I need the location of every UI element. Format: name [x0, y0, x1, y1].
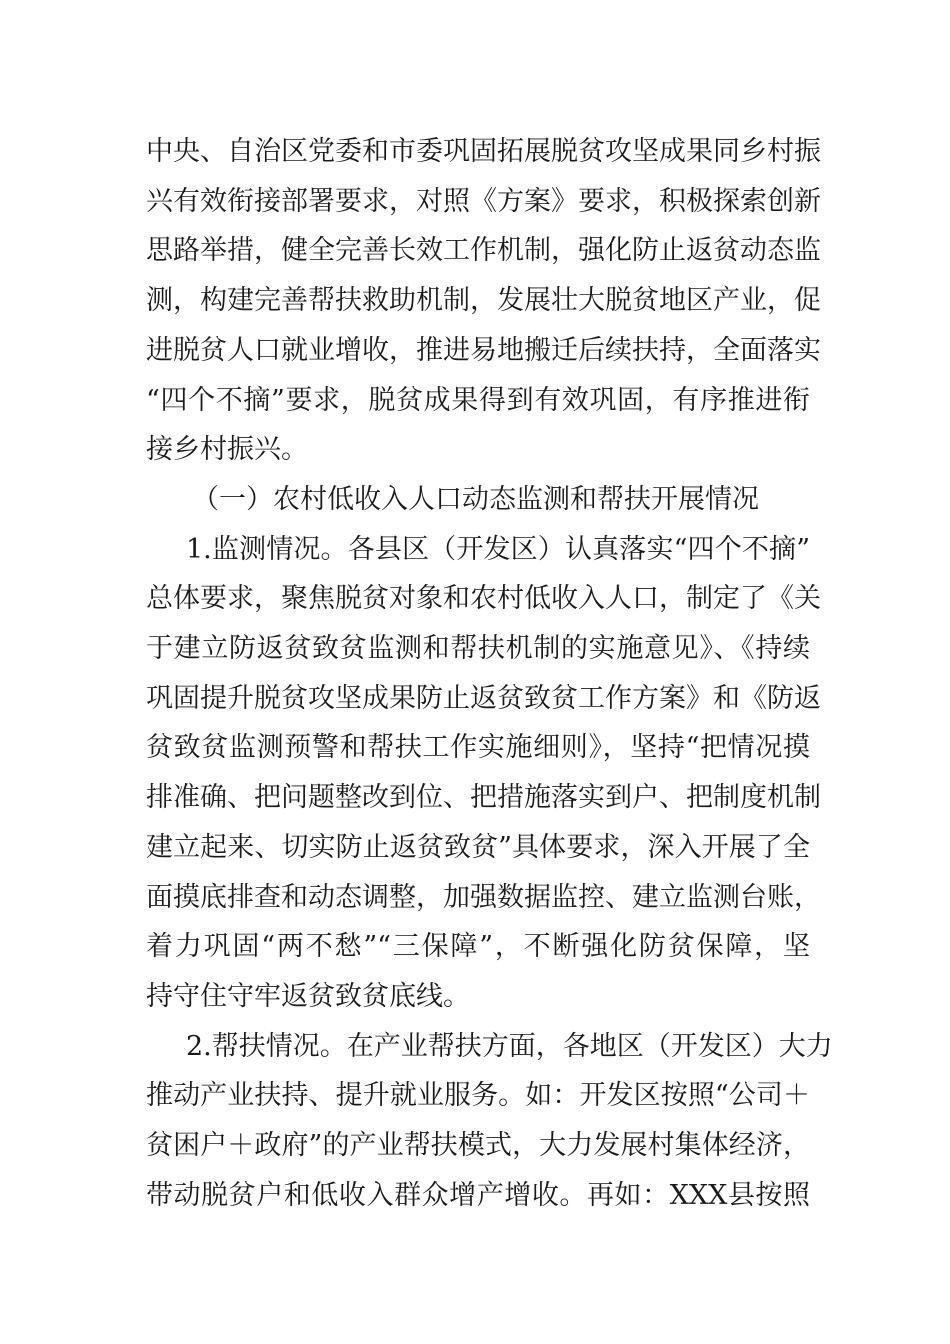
text-line: 巩固提升脱贫攻坚成果防止返贫致贫工作方案》和《防返: [146, 682, 821, 714]
text-line: 测，构建完善帮扶救助机制，发展壮大脱贫地区产业，促: [146, 285, 821, 317]
text-line: 面摸底排查和动态调整，加强数据监控、建立监测台账，: [146, 881, 821, 913]
text-line: 持守住守牢返贫致贫底线。: [146, 980, 470, 1012]
text-line: 着力巩固“两不愁”“三保障”，不断强化防贫保障，坚: [146, 931, 810, 963]
paragraph-assistance: [146, 1022, 833, 1221]
text-line: 推动产业扶持、提升就业服务。如：开发区按照“公司＋: [146, 1080, 810, 1112]
text-line: 接乡村振兴。: [146, 434, 308, 466]
text-line: 排准确、把问题整改到位、把措施落实到户、把制度机制: [146, 782, 821, 814]
text-line: 进脱贫人口就业增收，推进易地搬迁后续扶持，全面落实: [146, 334, 821, 366]
text-line: “四个不摘”要求，脱贫成果得到有效巩固，有序推进衔: [146, 384, 810, 416]
text-line: 兴有效衔接部署要求，对照《方案》要求，积极探索创新: [146, 185, 821, 217]
text-line: 贫困户＋政府”的产业帮扶模式，大力发展村集体经济，: [146, 1130, 810, 1162]
paragraph-monitoring: [146, 525, 821, 1022]
text-line: 1.监测情况。各县区（开发区）认真落实“四个不摘”: [186, 533, 810, 565]
section-heading-text: （一）农村低收入人口动态监测和帮扶开展情况: [192, 483, 759, 515]
text-line: 于建立防返贫致贫监测和帮扶机制的实施意见》、《持续: [146, 633, 810, 665]
paragraph-intro: [146, 127, 821, 475]
section-heading: [146, 475, 810, 525]
document-body: [146, 127, 833, 1220]
text-line: 中央、自治区党委和市委巩固拓展脱贫攻坚成果同乡村振: [146, 136, 821, 167]
text-line: 2.帮扶情况。在产业帮扶方面，各地区（开发区）大力: [186, 1030, 833, 1062]
text-line: 带动脱贫户和低收入群众增产增收。再如：XXX县按照: [146, 1179, 810, 1211]
text-line: 贫致贫监测预警和帮扶工作实施细则》，坚持“把情况摸: [146, 732, 810, 764]
text-line: 总体要求，聚焦脱贫对象和农村低收入人口，制定了《关: [146, 583, 821, 615]
text-line: 思路举措，健全完善长效工作机制，强化防止返贫动态监: [146, 235, 821, 267]
text-line: 建立起来、切实防止返贫致贫”具体要求，深入开展了全: [146, 831, 810, 863]
